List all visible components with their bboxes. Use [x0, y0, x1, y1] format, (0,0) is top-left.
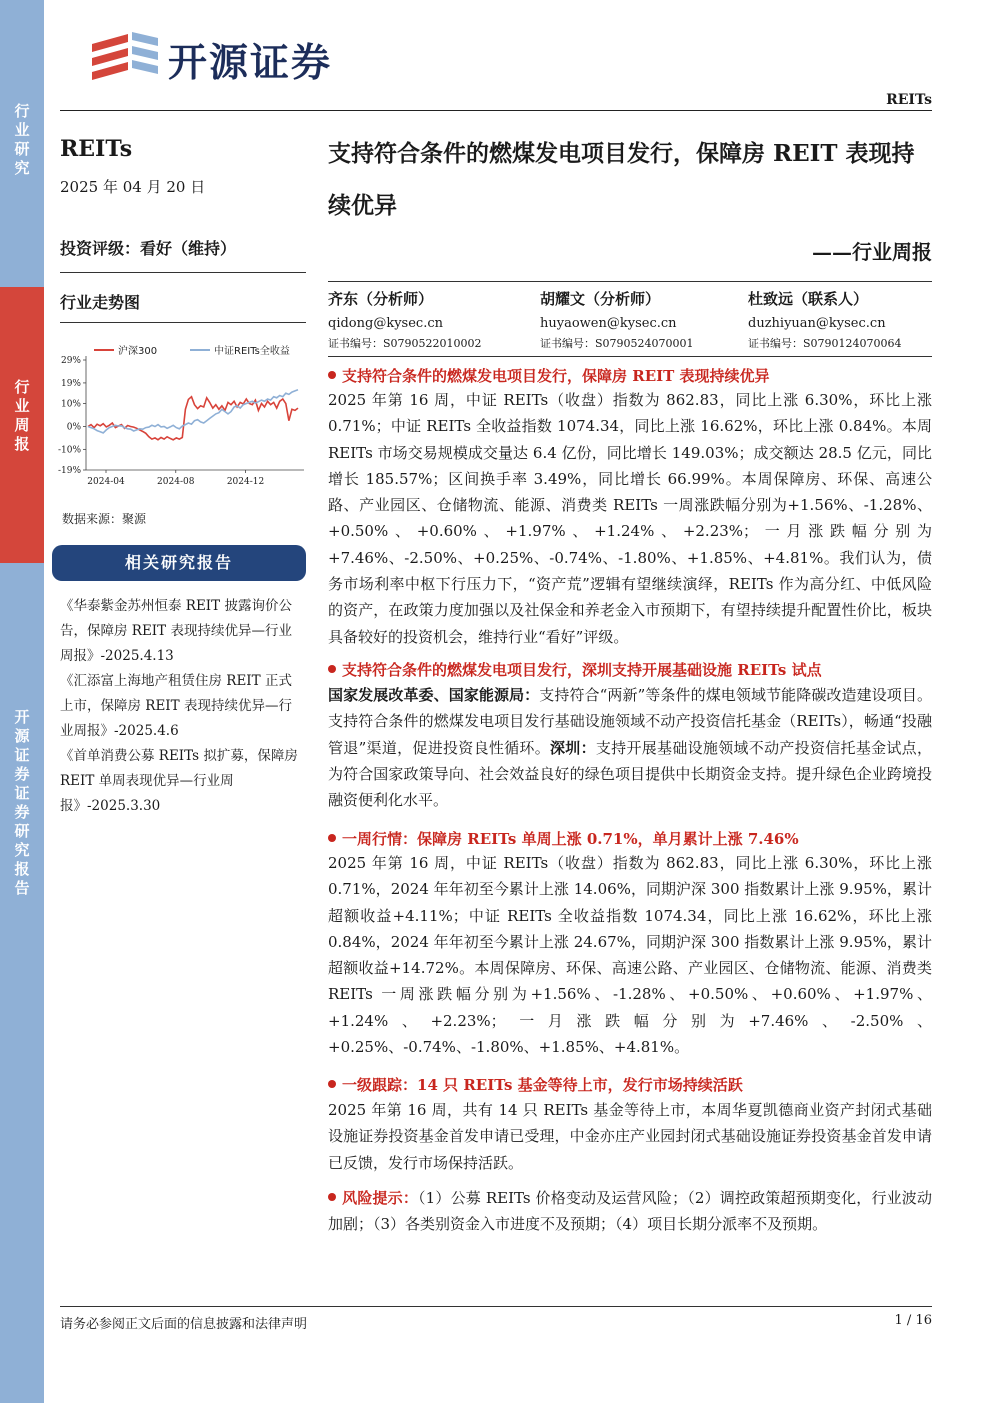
brand-logo-icon — [88, 30, 160, 86]
chart-y-tick-label: -19% — [57, 466, 81, 476]
chart-x-tick-label: 2024-12 — [226, 477, 265, 487]
side-band — [0, 0, 44, 1403]
header-industry-tag: REITs — [886, 92, 932, 108]
author-name: 胡耀文（分析师） — [540, 290, 661, 308]
policy-source-ndrc: 国家发展改革委、国家能源局： — [328, 686, 540, 704]
header-rule — [60, 110, 932, 111]
section-heading: 支持符合条件的燃煤发电项目发行，保障房 REIT 表现持续优异 — [328, 365, 770, 386]
chart-y-tick-label: 0% — [66, 422, 81, 433]
investment-rating: 投资评级：看好（维持） — [60, 239, 237, 258]
industry-name: REITs — [60, 136, 133, 162]
author-card — [328, 288, 528, 353]
left-rule-2 — [60, 322, 306, 323]
side-label-weekly: 行业周报 — [14, 378, 30, 453]
section-body: 2025 年第 16 周，中证 REITs（收盘）指数为 862.83，同比上涨 6.30%，环比上涨 0.71%，2024 年年初至今累计上涨 14.06%，同期沪深 300 指数累计上涨 9.95%，累计超额收益+4.11%；中证 REITs 全收益指数 1074.34，同比上涨 16.62%，环比上涨 0.84%，2024 年年初至今累计上涨 24.67%，同期沪深 300 指数累计上涨 9.95%，累计超额收益+14.72%。本周保障房、环保、高速公路、产业园区、仓储物流、能源、消费类 REITs 一周涨跌幅分别为+1.56%、-1.28%、+0.50%、+0.60%、+1.97%、+1.24%、+2.23%；一月涨跌幅分别为+7.46%、-2.50%、+0.25%、-0.74%、-1.80%、+1.85%、+4.81%。 — [328, 854, 932, 1057]
bullet-icon — [328, 834, 336, 842]
report-title: 支持符合条件的燃煤发电项目发行，保障房 REIT 表现持续优异 — [328, 140, 915, 219]
author-card — [748, 288, 948, 353]
author-email[interactable]: huyaowen@kysec.cn — [540, 316, 677, 331]
related-report-item[interactable]: 《首单消费公募 REITs 拟扩募，保障房 REIT 单周表现优异—行业周报》-2025.3.30 — [60, 748, 298, 814]
side-label-industry-research: 行业研究 — [14, 102, 30, 177]
author-name: 杜致远（联系人） — [748, 290, 869, 308]
related-report-item[interactable]: 《华泰紫金苏州恒泰 REIT 披露询价公告，保障房 REIT 表现持续优异—行业周报》-2025.4.13 — [60, 598, 292, 664]
chart-y-tick-label: 19% — [60, 378, 81, 389]
related-report-item[interactable]: 《汇添富上海地产租赁住房 REIT 正式上市，保障房 REIT 表现持续优异—行业周报》-2025.4.6 — [60, 673, 292, 739]
left-rule-1 — [60, 272, 306, 273]
author-email[interactable]: duzhiyuan@kysec.cn — [748, 316, 886, 331]
chart-x-tick-label: 2024-04 — [87, 477, 125, 487]
chart-y-tick-label: 29% — [60, 356, 81, 366]
chart-series-line-1 — [88, 390, 298, 433]
author-email[interactable]: qidong@kysec.cn — [328, 316, 443, 331]
report-subtitle: ——行业周报 — [812, 240, 932, 264]
industry-trend-chart — [52, 340, 310, 492]
authors-bottom-rule — [328, 356, 932, 357]
author-cert: 证书编号：S0790522010002 — [328, 337, 482, 350]
author-card — [540, 288, 740, 353]
trend-chart-label: 行业走势图 — [60, 293, 141, 312]
section-heading: 一级跟踪：14 只 REITs 基金等待上市，发行市场持续活跃 — [328, 1074, 743, 1095]
chart-series-line-0 — [88, 397, 298, 440]
policy-source-shenzhen: 深圳： — [550, 738, 596, 757]
footer-disclaimer[interactable]: 请务必参阅正文后面的信息披露和法律声明 — [60, 1317, 308, 1332]
risk-section: 风险提示：（1）公募 REITs 价格变动及运营风险；（2）调控政策超预期变化，行业波动加剧；（3）各类别资金入市进度不及预期；（4）项目长期分派率不及预期。 — [328, 1189, 932, 1234]
data-source: 数据来源：聚源 — [62, 512, 147, 526]
chart-y-tick-label: -10% — [57, 445, 81, 456]
author-cert: 证书编号：S0790124070064 — [748, 337, 902, 350]
bullet-icon — [328, 1193, 336, 1201]
section-body: 国家发展改革委、国家能源局：支持符合“两新”等条件的煤电领域节能降碳改造建设项目。支持符合条件的燃煤发电项目发行基础设施领域不动产投资信托基金（REITs），畅通“投融管退”渠道，促进投资良性循环。深圳：支持开展基础设施领域不动产投资信托基金试点，为符合国家政策导向、社会效益良好的绿色项目提供中长期资金支持。提升绿色企业跨境投融资便利化水平。 — [328, 686, 932, 810]
side-label-broker-report: 开源证券 证券研究报告 — [14, 708, 30, 897]
section-heading: 风险提示： — [328, 1189, 418, 1207]
author-cert: 证书编号：S0790524070001 — [540, 337, 694, 350]
bullet-icon — [328, 665, 336, 673]
section-body: 2025 年第 16 周，共有 14 只 REITs 基金等待上市，本周华夏凯德商业资产封闭式基础设施证券投资基金首发申请已受理，中金亦庄产业园封闭式基础设施证券投资基金首发申请已反馈，发行市场保持活跃。 — [328, 1101, 932, 1172]
footer-rule — [60, 1306, 932, 1307]
author-name: 齐东（分析师） — [328, 290, 434, 308]
page-number: 1 / 16 — [894, 1313, 932, 1328]
section-heading: 支持符合条件的燃煤发电项目发行，深圳支持开展基础设施 REITs 试点 — [328, 659, 822, 680]
chart-legend-label: 中证REITs全收益 — [214, 346, 290, 357]
authors-top-rule — [328, 281, 932, 282]
related-reports-heading: 相关研究报告 — [52, 545, 306, 581]
chart-legend-label: 沪深300 — [118, 346, 158, 357]
chart-x-tick-label: 2024-08 — [157, 477, 195, 487]
bullet-icon — [328, 371, 336, 379]
report-date: 2025 年 04 月 20 日 — [60, 178, 206, 196]
brand-name: 开源证券 — [168, 41, 333, 86]
section-heading: 一周行情：保障房 REITs 单周上涨 0.71%，单月累计上涨 7.46% — [328, 828, 799, 849]
section-body: 2025 年第 16 周，中证 REITs（收盘）指数为 862.83，同比上涨 6.30%，环比上涨 0.71%；中证 REITs 全收益指数 1074.34，同比上涨 16.62%，环比上涨 0.84%。本周 REITs 市场交易规模成交量达 6.4 亿份，同比增长 149.03%；成交额达 28.5 亿元，同比增长 185.57%；区间换手率 3.49%，同比增长 66.99%。本周保障房、环保、高速公路、产业园区、仓储物流、能源、消费类 REITs 一周涨跌幅分别为+1.56%、-1.28%、+0.50%、+0.60%、+1.97%、+1.24%、+2.23%；一月涨跌幅分别为+7.46%、-2.50%、+0.25%、-0.74%、-1.80%、+1.85%、+4.81%。我们认为，债务市场利率中枢下行压力下，“资产荒”逻辑有望继续演绎，REITs 作为高分红、中低风险的资产，在政策力度加强以及社保金和养老金入市预期下，有望持续提升配置性价比，板块具备较好的投资机会，维持行业“看好”评级。 — [328, 391, 932, 646]
chart-y-tick-label: 10% — [60, 399, 81, 410]
bullet-icon — [328, 1080, 336, 1088]
